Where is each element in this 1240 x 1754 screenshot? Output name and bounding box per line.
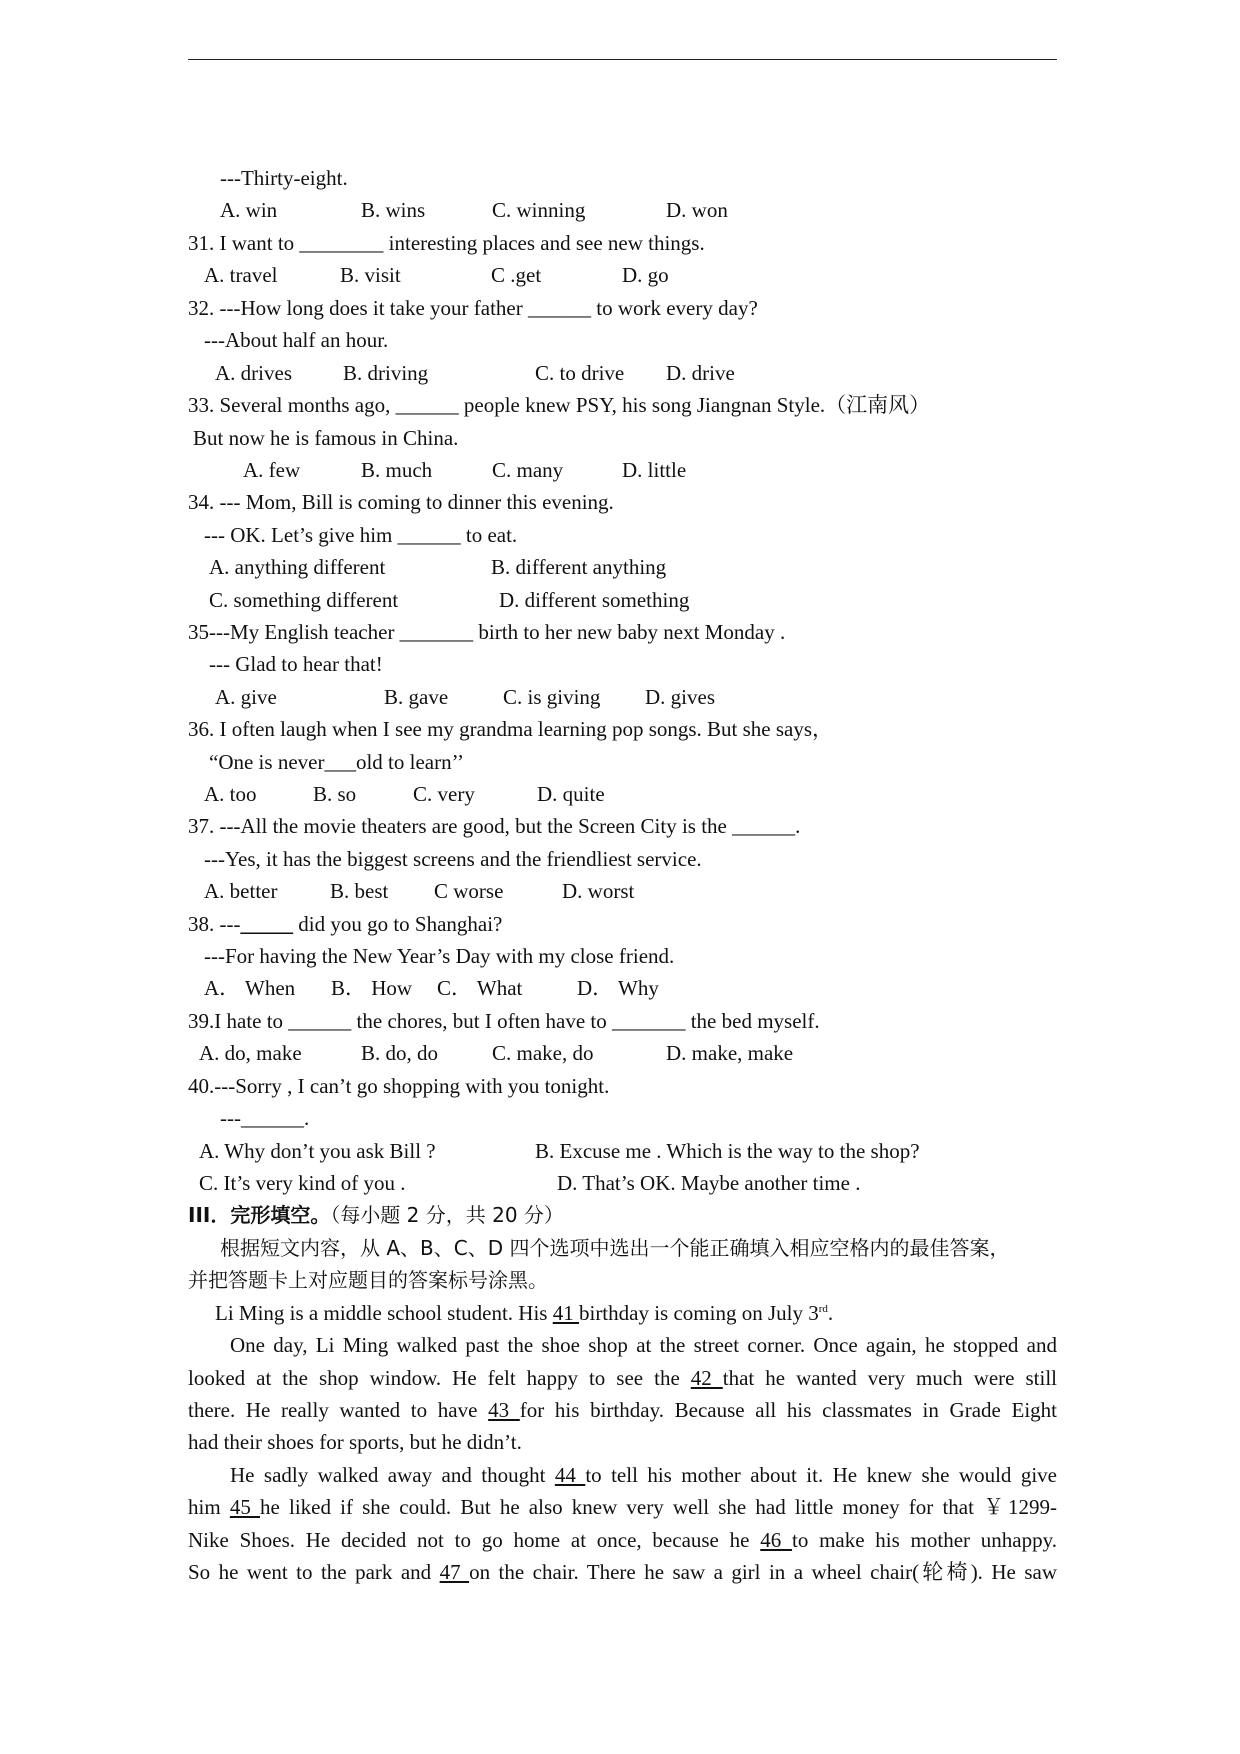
option-b: B. so	[313, 782, 357, 806]
option-c: C. very	[413, 782, 475, 806]
option-b: B. Excuse me . Which is the way to the shop?	[535, 1139, 920, 1163]
option-a: A. win	[220, 198, 278, 222]
option-b: B． How	[331, 976, 413, 1000]
blank-47: 47	[439, 1560, 470, 1584]
option-c: C. to drive	[535, 361, 625, 385]
q36-options	[188, 778, 1057, 810]
option-b: B. wins	[361, 198, 426, 222]
option-c: C .get	[491, 263, 542, 287]
q34-options-ab	[188, 551, 1057, 583]
option-a: A. few	[243, 458, 301, 482]
q34-stem: 34. --- Mom, Bill is coming to dinner this evening.	[188, 490, 614, 514]
q40-options-ab	[188, 1135, 1057, 1167]
option-d: D. drive	[666, 361, 735, 385]
q32-stem: 32. ---How long does it take your father ______ to work every day?	[188, 296, 758, 320]
passage-p3-line3: Nike Shoes. He decided not to go home at once, because he 46 to make his mother unhappy.	[188, 1528, 1058, 1552]
blank-42: 42	[690, 1366, 723, 1390]
q39-options	[188, 1037, 1057, 1069]
option-b: B. different anything	[491, 555, 667, 579]
option-c: C. make, do	[492, 1041, 594, 1065]
option-d: D. worst	[562, 879, 635, 903]
q37-answer: ---Yes, it has the biggest screens and the friendliest service.	[204, 847, 702, 871]
option-a: A. drives	[215, 361, 292, 385]
blank-41: 41	[552, 1301, 579, 1325]
blank-45: 45	[229, 1495, 260, 1519]
answer-blank: _____	[240, 912, 293, 936]
passage-p2-line1: One day, Li Ming walked past the shoe shop at the street corner. Once again, he stopped and	[230, 1333, 1057, 1357]
q35-stem: 35---My English teacher _______ birth to her new baby next Monday .	[188, 620, 786, 644]
section-note: （每小题 2 分，共 20 分）	[330, 1203, 564, 1227]
option-a: A. anything different	[209, 555, 386, 579]
blank-44: 44	[554, 1463, 586, 1487]
q37-stem: 37. ---All the movie theaters are good, but the Screen City is the ______.	[188, 814, 801, 838]
section-instruction-1: 根据短文内容，从 A、B、C、D 四个选项中选出一个能正确填入相应空格内的最佳答案，	[220, 1236, 1010, 1260]
q40-options-cd	[188, 1167, 1057, 1199]
option-c: C． What	[437, 976, 523, 1000]
option-b: B. visit	[340, 263, 401, 287]
option-d: D. little	[622, 458, 687, 482]
option-d: D. gives	[645, 685, 715, 709]
option-a: A. better	[204, 879, 278, 903]
q39-stem: 39.I hate to ______ the chores, but I often have to _______ the bed myself.	[188, 1009, 820, 1033]
passage-p3-line1: He sadly walked away and thought 44 to tell his mother about it. He knew she would give	[230, 1463, 1058, 1487]
option-a: A. give	[215, 685, 277, 709]
option-d: D. quite	[537, 782, 605, 806]
q35-options	[188, 681, 1057, 713]
q30-answer: ---Thirty-eight.	[220, 166, 348, 190]
q38-stem: 38. ---_____ did you go to Shanghai?	[188, 912, 503, 936]
option-c: C. It’s very kind of you .	[199, 1171, 406, 1195]
passage-p1: Li Ming is a middle school student. His 41 birthday is coming on July 3rd.	[215, 1301, 834, 1325]
option-b: B. best	[330, 879, 389, 903]
header-rule	[188, 59, 1057, 60]
q30-options	[188, 194, 1057, 226]
option-a: A. do, make	[199, 1041, 302, 1065]
passage-p2-line4: had their shoes for sports, but he didn’t.	[188, 1430, 522, 1454]
q34-answer: --- OK. Let’s give him ______ to eat.	[204, 523, 518, 547]
option-b: B. do, do	[361, 1041, 439, 1065]
q36-stem: 36. I often laugh when I see my grandma learning pop songs. But she says，	[188, 717, 834, 741]
option-d: D． Why	[577, 976, 659, 1000]
q34-options-cd	[188, 584, 1057, 616]
blank-43: 43	[488, 1398, 520, 1422]
passage-p3-line4: So he went to the park and 47 on the chair. There he saw a girl in a wheel chair(轮椅). He saw	[188, 1560, 1057, 1584]
section-instruction-2: 并把答题卡上对应题目的答案标号涂黑。	[188, 1268, 548, 1292]
passage-p3-line2: him 45 he liked if she could. But he also knew very well she had little money for that ￥1299-	[188, 1495, 1058, 1519]
passage-p2-line2: looked at the shop window. He felt happy to see the 42 that he wanted very much were still	[188, 1366, 1057, 1390]
q40-stem: 40.---Sorry , I can’t go shopping with you tonight.	[188, 1074, 610, 1098]
q33-options	[188, 454, 1057, 486]
q36-stem-cont: “One is never___old to learn’’	[209, 750, 465, 774]
blank-46: 46	[760, 1528, 792, 1552]
q32-answer: ---About half an hour.	[204, 328, 389, 352]
q33-stem-cont: But now he is famous in China.	[193, 426, 459, 450]
option-d: D. won	[666, 198, 728, 222]
option-d: D. make, make	[666, 1041, 794, 1065]
q32-options	[188, 357, 1057, 389]
q38-options	[188, 972, 1057, 1004]
option-b: B. driving	[343, 361, 429, 385]
section-heading	[188, 1199, 1057, 1231]
option-a: A. travel	[204, 263, 278, 287]
option-d: D. That’s OK. Maybe another time .	[557, 1171, 861, 1195]
option-d: D. different something	[499, 588, 690, 612]
option-b: B. gave	[384, 685, 449, 709]
q31-stem: 31. I want to ________ interesting places and see new things.	[188, 231, 705, 255]
passage-p2-line3: there. He really wanted to have 43 for his birthday. Because all his classmates in Grade Eight	[188, 1398, 1057, 1422]
q33-stem: 33. Several months ago, ______ people knew PSY, his song Jiangnan Style.（江南风）	[188, 393, 931, 417]
option-a: A. Why don’t you ask Bill ?	[199, 1139, 436, 1163]
option-d: D. go	[622, 263, 669, 287]
option-c: C. something different	[209, 588, 399, 612]
option-c: C. winning	[492, 198, 586, 222]
option-a: A． When	[204, 976, 296, 1000]
option-a: A. too	[204, 782, 257, 806]
q40-answer: ---______.	[220, 1106, 310, 1130]
option-b: B. much	[361, 458, 433, 482]
section-title: III．完形填空。	[188, 1203, 331, 1227]
option-c: C. many	[492, 458, 564, 482]
q37-options	[188, 875, 1057, 907]
option-c: C. is giving	[503, 685, 601, 709]
q35-answer: --- Glad to hear that!	[209, 652, 383, 676]
q38-answer: ---For having the New Year’s Day with my close friend.	[204, 944, 675, 968]
q31-options	[188, 259, 1057, 291]
option-c: C worse	[434, 879, 504, 903]
